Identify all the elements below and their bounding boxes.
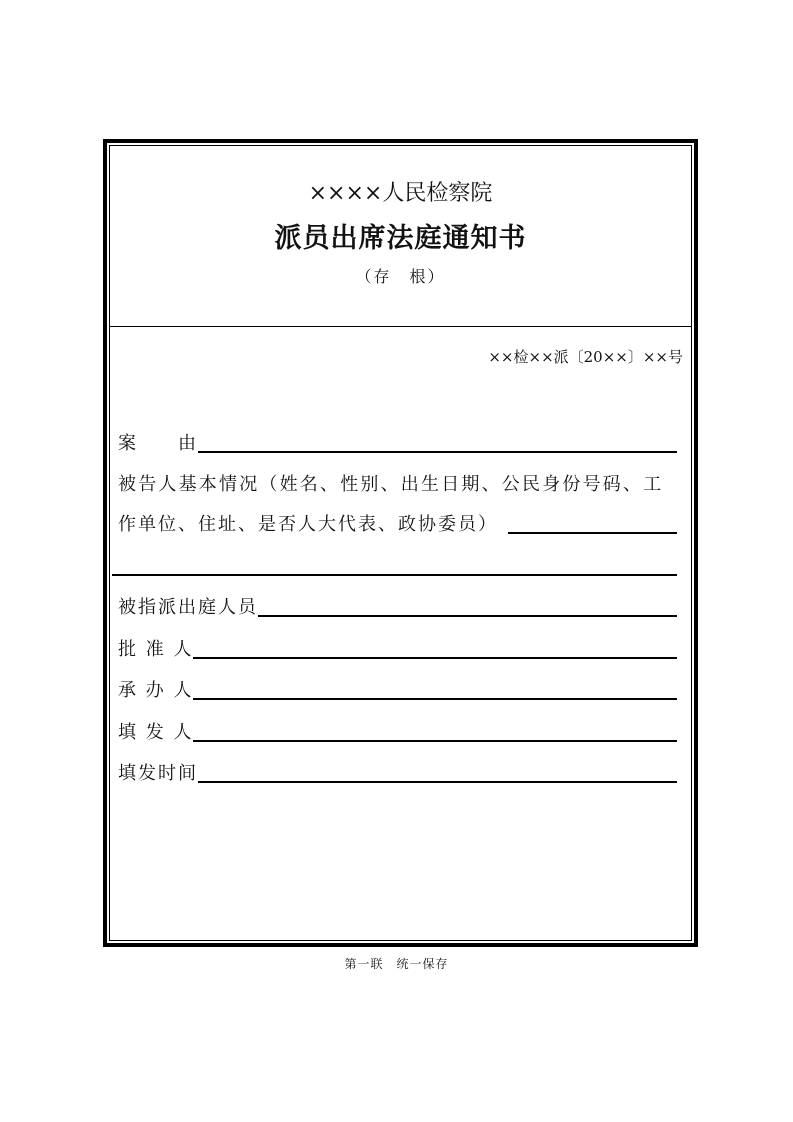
issuer-field [118,718,677,744]
case-cause-field [118,429,677,455]
issue-time-label: 填发时间 [118,763,198,784]
issue-time-input[interactable] [198,761,677,783]
approver-input[interactable] [193,637,677,659]
document-title: 派员出席法庭通知书 [274,223,527,254]
assigned-personnel-label: 被指派出庭人员 [118,597,258,618]
organization-name: ××××人民检察院 [308,181,493,206]
assigned-personnel-input[interactable] [258,595,677,617]
handler-field [118,676,677,702]
defendant-info-input[interactable] [508,512,677,534]
document-header [110,146,691,327]
case-cause-label: 案 由 [118,433,198,454]
defendant-info-extra-field [112,552,677,578]
footer-note: 第一联 统一保存 [344,957,449,971]
assigned-personnel-field [118,593,677,619]
case-cause-input[interactable] [198,431,677,453]
issuer-label: 填 发 人 [118,722,194,743]
defendant-info-label-line2: 作单位、住址、是否人大代表、政协委员） [118,514,498,535]
handler-input[interactable] [193,678,677,700]
document-frame [103,139,698,947]
approver-label: 批 准 人 [118,639,194,660]
handler-label: 承 办 人 [118,680,194,701]
issuer-input[interactable] [193,720,677,742]
defendant-info-field [118,510,677,536]
approver-field [118,635,677,661]
defendant-info-label-line1: 被告人基本情况（姓名、性别、出生日期、公民身份号码、工 [118,474,664,495]
document-inner-frame [109,145,692,941]
defendant-info-extra-input[interactable] [112,554,677,576]
issue-time-field [118,759,677,785]
document-number: ××检××派〔20××〕××号 [488,348,683,366]
document-subtitle: （存 根） [355,267,446,286]
